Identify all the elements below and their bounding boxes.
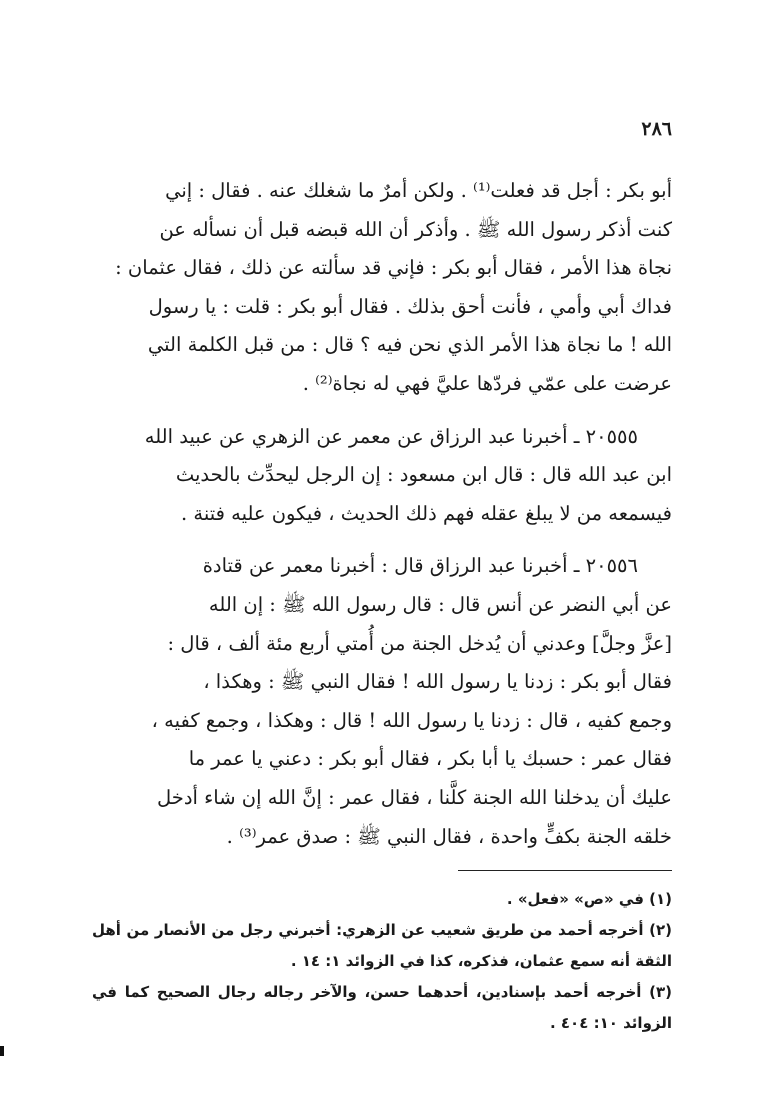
footnotes [92,884,672,1039]
text-line: فقال عمر : حسبك يا أبا بكر ، فقال أبو بكر : دعني يا عمر ما [188,747,672,771]
text-line: فيسمعه من لا يبلغ عقله فهم ذلك الحديث ، فيكون عليه فتنة . [180,501,672,525]
text-line: أبو بكر : أجل قد فعلت⁽¹⁾ . ولكن أمرٌ ما شغلك عنه . فقال : إني [165,179,672,202]
footnote-3: (٣) أخرجه أحمد بإسنادين، أحدهما حسن، والآخر رجاله رجال الصحيح كما في الزوائد ١٠: ٤٠٤ . [92,983,672,1032]
text-line: ابن عبد الله قال : قال ابن مسعود : إن الرجل ليحدِّث بالحديث [175,463,672,487]
main-text [92,172,672,856]
text-line: عن أبي النضر عن أنس قال : قال رسول الله ﷺ : إن الله [208,592,672,616]
footnote-separator [458,870,672,871]
text-line: فقال أبو بكر : زدنا يا رسول الله ! فقال النبي ﷺ : وهكذا ، [203,670,672,694]
text-line: الله ! ما نجاة هذا الأمر الذي نحن فيه ؟ قال : من قبل الكلمة التي [147,333,672,357]
text-line: خلقه الجنة بكفٍّ واحدة ، فقال النبي ﷺ : صدق عمر⁽³⁾ . [226,824,672,848]
paragraph-gap [92,404,672,418]
hadith-20555-line: ٢٠٥٥٥ ـ أخبرنا عبد الرزاق عن معمر عن الزهري عن عبيد الله [144,424,638,448]
paragraph-gap [92,533,672,547]
text-line: عرضت على عمّي فردّها عليَّ فهي له نجاة⁽²⁾ . [302,371,672,395]
text-line: نجاة هذا الأمر ، فقال أبو بكر : فإني قد سألته عن ذلك ، فقال عثمان : [115,256,672,280]
text-line: فداك أبي وأمي ، فأنت أحق بذلك . فقال أبو بكر : قلت : يا رسول [148,294,672,318]
footnote-2: (٢) أخرجه أحمد من طريق شعيب عن الزهري: أخبرني رجل من الأنصار من أهل الثقة أنه سمع عثمان، فذكره، كذا في الزوائد ١: ١٤ . [92,921,672,970]
hadith-20556-line: ٢٠٥٥٦ ـ أخبرنا عبد الرزاق قال : أخبرنا معمر عن قتادة [202,554,638,578]
footnote-1: (١) في «ص» «فعل» . [506,890,672,908]
book-page [92,112,672,1052]
text-line: عليك أن يدخلنا الله الجنة كلَّنا ، فقال عمر : إنَّ الله إن شاء أدخل [157,785,672,809]
text-line: [عزَّ وجلَّ] وعدني أن يُدخل الجنة من أُمتي أربع مئة ألف ، قال : [167,631,672,655]
text-line: وجمع كفيه ، قال : زدنا يا رسول الله ! قال : وهكذا ، وجمع كفيه ، [151,708,672,732]
scan-edge-mark [0,1046,4,1056]
text-line: كنت أذكر رسول الله ﷺ . وأذكر أن الله قبضه قبل أن نسأله عن [159,217,672,241]
page-number: ٢٨٦ [641,118,672,140]
